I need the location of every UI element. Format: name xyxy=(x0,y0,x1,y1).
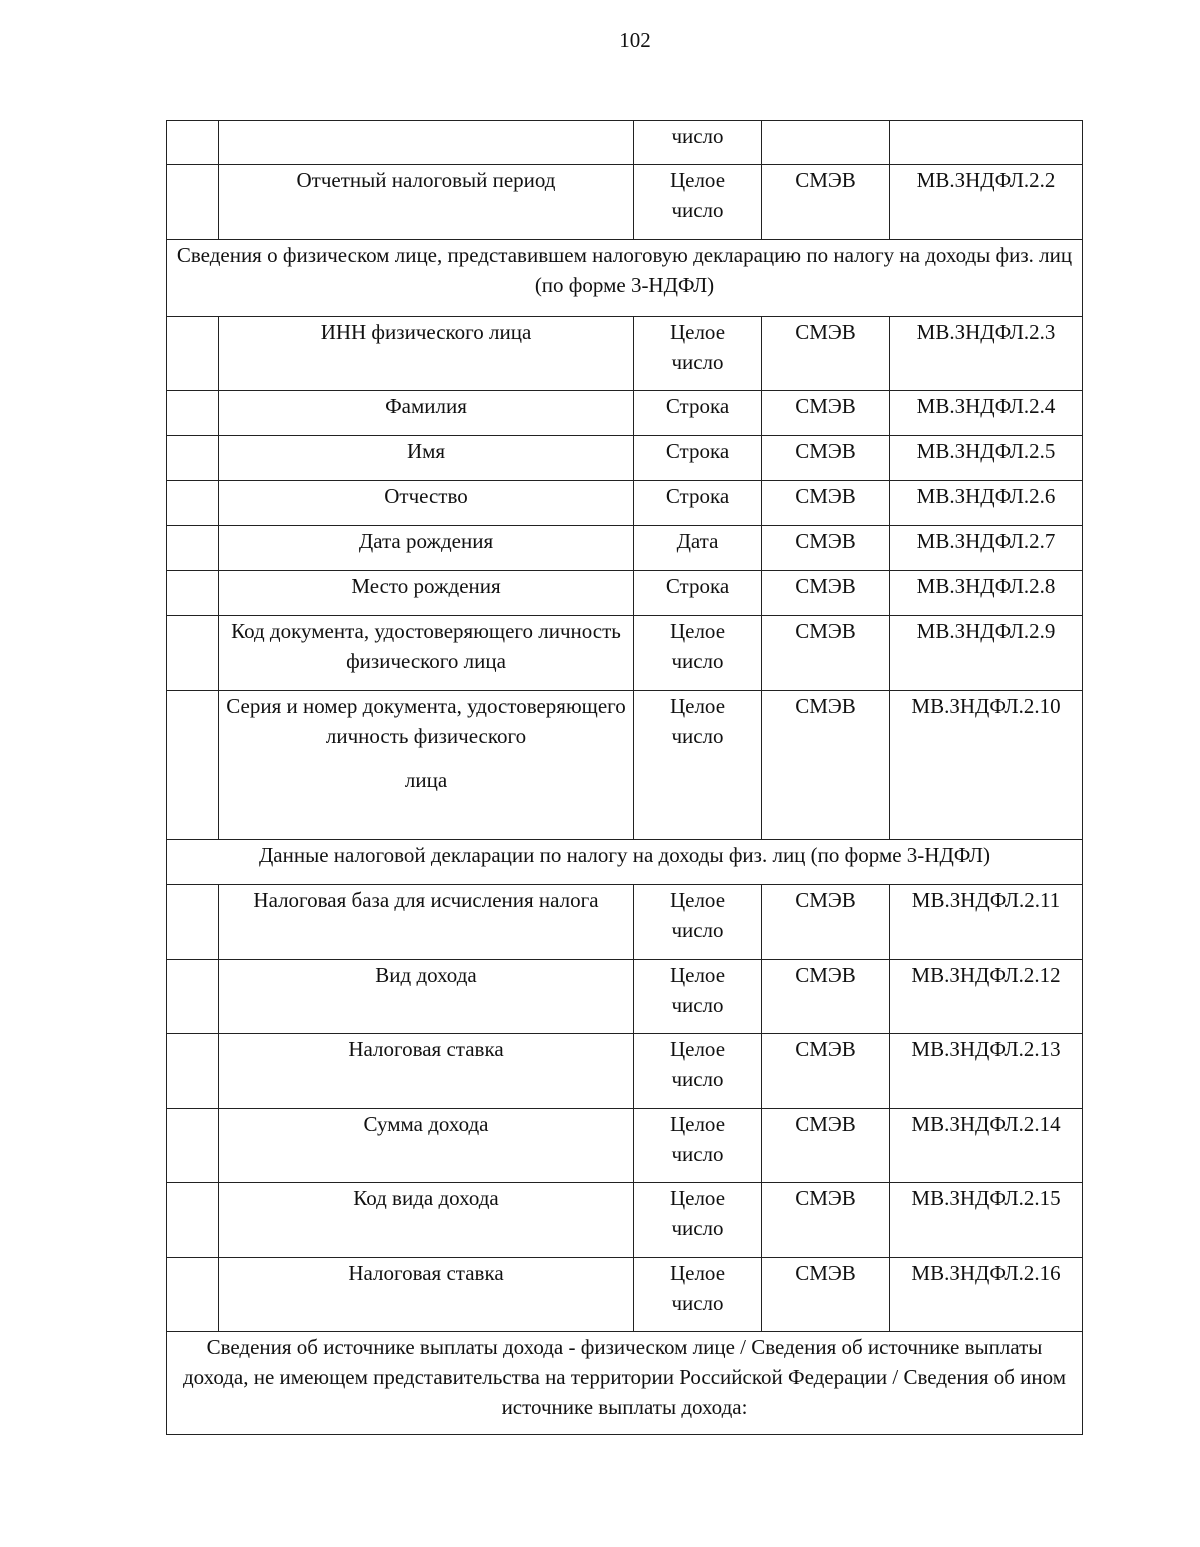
data-type-cell xyxy=(634,571,762,616)
data-type-line: число xyxy=(671,1291,724,1315)
field-name-cell xyxy=(219,616,634,691)
table-row xyxy=(167,391,1083,436)
data-type-cell xyxy=(634,1109,762,1183)
source-cell: СМЭВ xyxy=(762,571,890,616)
source-cell: СМЭВ xyxy=(762,391,890,436)
row-index-cell xyxy=(167,317,219,391)
data-type-line: число xyxy=(671,724,724,748)
field-name: Вид дохода xyxy=(375,963,477,987)
field-name-cell xyxy=(219,960,634,1034)
row-index-cell xyxy=(167,165,219,240)
source-cell: СМЭВ xyxy=(762,1183,890,1258)
data-type-line: Целое xyxy=(669,320,726,344)
data-type-line: число xyxy=(671,1142,724,1166)
code-cell: МВ.ЗНДФЛ.2.14 xyxy=(890,1109,1083,1183)
row-index-cell xyxy=(167,960,219,1034)
source-cell: СМЭВ xyxy=(762,691,890,840)
source-cell: СМЭВ xyxy=(762,1258,890,1332)
row-index-cell xyxy=(167,1258,219,1332)
data-type-line: Дата xyxy=(676,529,719,553)
field-name: Дата рождения xyxy=(358,529,494,553)
row-index-cell xyxy=(167,391,219,436)
source-cell: СМЭВ xyxy=(762,317,890,391)
row-index-cell xyxy=(167,885,219,960)
field-name-cell xyxy=(219,165,634,240)
table-row xyxy=(167,526,1083,571)
data-type-cell xyxy=(634,691,762,840)
field-name: Имя xyxy=(406,439,446,463)
data-type-cell xyxy=(634,1034,762,1109)
field-name-cell xyxy=(219,481,634,526)
section-heading: Данные налоговой декларации по налогу на доходы физ. лиц (по форме 3-НДФЛ) xyxy=(167,840,1083,885)
field-name: Код документа, удостоверяющего личность физического лица xyxy=(231,619,621,673)
data-type-line: число xyxy=(671,124,724,148)
section-row xyxy=(167,1332,1083,1435)
data-type-line: число xyxy=(671,649,724,673)
source-cell: СМЭВ xyxy=(762,526,890,571)
field-name-cell xyxy=(219,391,634,436)
section-heading: Сведения о физическом лице, представившем налоговую декларацию по налогу на доходы физ. лиц (по форме 3-НДФЛ) xyxy=(167,240,1083,317)
source-cell xyxy=(762,121,890,165)
data-type-line: Целое xyxy=(669,963,726,987)
page-number: 102 xyxy=(619,28,651,52)
table-row xyxy=(167,436,1083,481)
data-type-cell xyxy=(634,436,762,481)
source-cell: СМЭВ xyxy=(762,616,890,691)
field-name-cell xyxy=(219,526,634,571)
source-cell: СМЭВ xyxy=(762,1109,890,1183)
row-index-cell xyxy=(167,526,219,571)
table-row xyxy=(167,616,1083,691)
field-name-cell xyxy=(219,885,634,960)
code-cell: МВ.ЗНДФЛ.2.3 xyxy=(890,317,1083,391)
data-type-cell xyxy=(634,317,762,391)
table-row xyxy=(167,1034,1083,1109)
data-type-line: Целое xyxy=(669,1037,726,1061)
table-row xyxy=(167,960,1083,1034)
data-type-line: число xyxy=(671,918,724,942)
data-type-cell xyxy=(634,885,762,960)
code-cell: МВ.ЗНДФЛ.2.16 xyxy=(890,1258,1083,1332)
field-name-cell xyxy=(219,571,634,616)
source-cell: СМЭВ xyxy=(762,481,890,526)
field-name-cell xyxy=(219,1183,634,1258)
data-type-line: Целое xyxy=(669,694,726,718)
field-name: ИНН физического лица xyxy=(320,320,532,344)
data-type-line: Целое xyxy=(669,888,726,912)
data-type-cell xyxy=(634,391,762,436)
code-cell: МВ.ЗНДФЛ.2.15 xyxy=(890,1183,1083,1258)
field-name-cell xyxy=(219,1258,634,1332)
code-cell: МВ.ЗНДФЛ.2.10 xyxy=(890,691,1083,840)
field-name: Место рождения xyxy=(351,574,501,598)
data-type-cell xyxy=(634,1183,762,1258)
table-row xyxy=(167,317,1083,391)
code-cell xyxy=(890,121,1083,165)
field-name-cell xyxy=(219,436,634,481)
row-index-cell xyxy=(167,1109,219,1183)
field-name: Фамилия xyxy=(385,394,467,418)
data-type-cell xyxy=(634,481,762,526)
data-type-line: Целое xyxy=(669,1112,726,1136)
data-table xyxy=(166,120,1083,1435)
source-cell: СМЭВ xyxy=(762,960,890,1034)
section-heading: Сведения об источнике выплаты дохода - физическом лице / Сведения об источнике выплаты дохода, не имеющем представительства на территории Российской Федерации / Сведения об ином источнике выплаты дохода: xyxy=(167,1332,1083,1435)
field-name: Налоговая ставка xyxy=(348,1037,504,1061)
field-name-cell xyxy=(219,1034,634,1109)
data-type-line: число xyxy=(671,350,724,374)
field-name-cell xyxy=(219,691,634,840)
row-index-cell xyxy=(167,436,219,481)
field-name: Налоговая ставка xyxy=(348,1261,504,1285)
code-cell: МВ.ЗНДФЛ.2.11 xyxy=(890,885,1083,960)
row-index-cell xyxy=(167,121,219,165)
data-type-cell xyxy=(634,121,762,165)
data-type-cell xyxy=(634,1258,762,1332)
source-cell: СМЭВ xyxy=(762,436,890,481)
table-row xyxy=(167,1109,1083,1183)
row-index-cell xyxy=(167,616,219,691)
data-type-line: число xyxy=(671,1067,724,1091)
table-row xyxy=(167,885,1083,960)
code-cell: МВ.ЗНДФЛ.2.4 xyxy=(890,391,1083,436)
code-cell: МВ.ЗНДФЛ.2.13 xyxy=(890,1034,1083,1109)
code-cell: МВ.ЗНДФЛ.2.8 xyxy=(890,571,1083,616)
data-type-line: Строка xyxy=(665,484,730,508)
code-cell: МВ.ЗНДФЛ.2.9 xyxy=(890,616,1083,691)
table-row xyxy=(167,1258,1083,1332)
table-row xyxy=(167,691,1083,840)
data-type-line: число xyxy=(671,198,724,222)
data-type-line: Целое xyxy=(669,1186,726,1210)
table-row xyxy=(167,1183,1083,1258)
code-cell: МВ.ЗНДФЛ.2.2 xyxy=(890,165,1083,240)
data-type-cell xyxy=(634,616,762,691)
row-index-cell xyxy=(167,481,219,526)
data-type-cell xyxy=(634,960,762,1034)
code-cell: МВ.ЗНДФЛ.2.7 xyxy=(890,526,1083,571)
section-row xyxy=(167,240,1083,317)
data-type-cell xyxy=(634,165,762,240)
field-name: Сумма дохода xyxy=(363,1112,489,1136)
field-name: Отчетный налоговый период xyxy=(296,168,556,192)
field-name-cell xyxy=(219,1109,634,1183)
source-cell: СМЭВ xyxy=(762,885,890,960)
field-name-cell xyxy=(219,121,634,165)
field-name: Серия и номер документа, удостоверяющего личность физического xyxy=(226,694,626,748)
field-name: Налоговая база для исчисления налога xyxy=(253,888,599,912)
row-index-cell xyxy=(167,1034,219,1109)
field-name-cell xyxy=(219,317,634,391)
source-cell: СМЭВ xyxy=(762,1034,890,1109)
section-row xyxy=(167,840,1083,885)
data-type-line: Строка xyxy=(665,574,730,598)
table-row xyxy=(167,165,1083,240)
row-index-cell xyxy=(167,1183,219,1258)
field-name: Отчество xyxy=(384,484,468,508)
code-cell: МВ.ЗНДФЛ.2.6 xyxy=(890,481,1083,526)
row-index-cell xyxy=(167,571,219,616)
code-cell: МВ.ЗНДФЛ.2.5 xyxy=(890,436,1083,481)
row-index-cell xyxy=(167,691,219,840)
data-type-line: Строка xyxy=(665,394,730,418)
data-type-line: Целое xyxy=(669,619,726,643)
field-name: Код вида дохода xyxy=(353,1186,499,1210)
table-row xyxy=(167,571,1083,616)
code-cell: МВ.ЗНДФЛ.2.12 xyxy=(890,960,1083,1034)
data-type-line: число xyxy=(671,993,724,1017)
data-type-line: число xyxy=(671,1216,724,1240)
data-type-cell xyxy=(634,526,762,571)
field-name-continuation: лица xyxy=(404,768,448,792)
source-cell: СМЭВ xyxy=(762,165,890,240)
data-type-line: Строка xyxy=(665,439,730,463)
data-type-line: Целое xyxy=(669,168,726,192)
table-row xyxy=(167,481,1083,526)
data-type-line: Целое xyxy=(669,1261,726,1285)
table-row xyxy=(167,121,1083,165)
